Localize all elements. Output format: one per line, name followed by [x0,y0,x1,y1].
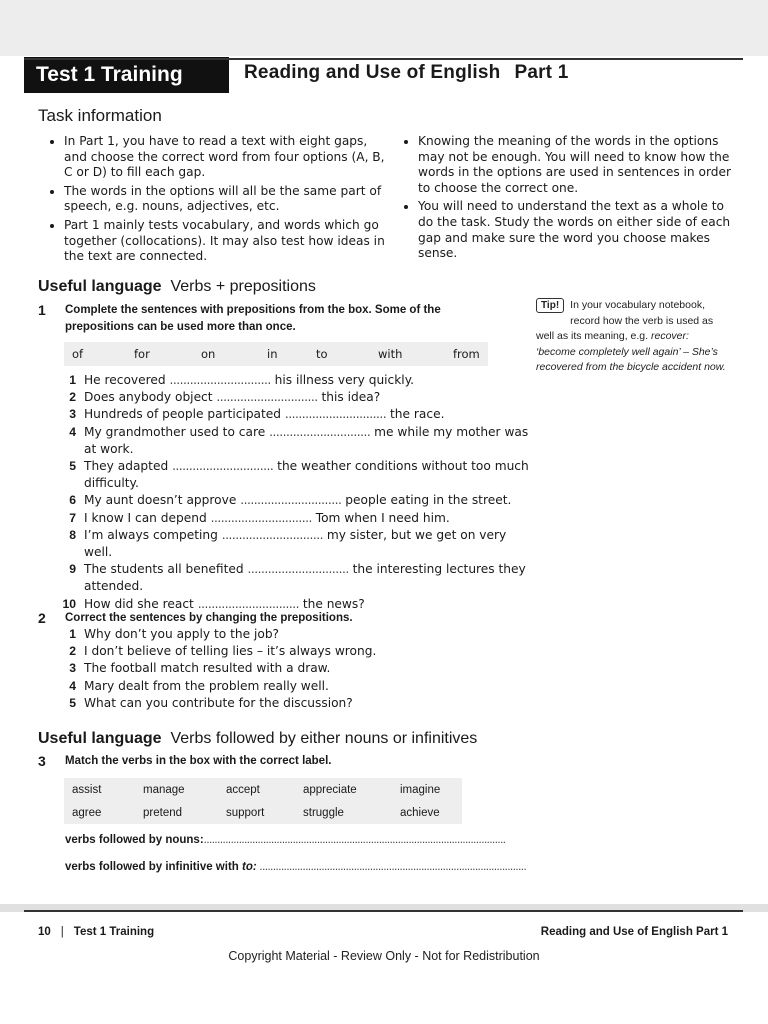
footer-section: Test 1 Training [73,926,155,938]
box-word: to [316,347,328,361]
tip-example: recover: ‘become completely well again’ – She’s recovered from the bicycle accident now. [536,330,726,374]
useful-topic: Verbs + prepositions [170,278,316,295]
answer-gap[interactable]: .............................. [169,373,271,387]
exercise-instruction: Match the verbs in the box with the correct label. [65,755,332,767]
exercise-number: 3 [38,753,46,769]
answer-gap[interactable]: .............................. [221,527,323,542]
list-item: 5 They adapted .............................. the weather conditions without too much difficulty. [69,459,529,491]
task-info-heading: Task information [38,106,162,125]
answer-gap[interactable]: .............................. [284,407,387,422]
footer-rule [24,910,743,912]
footer-left: 10 | Test 1 Training [38,926,155,938]
box-word: from [453,347,480,361]
useful-language-heading [38,278,316,296]
task-bullet: • In Part 1, you have to read a text with eight gaps, and choose the correct word from four options (A, B, C or D) to fill each gap. [64,134,388,181]
answer-gap[interactable]: .............................. [210,510,312,525]
answer-gap[interactable]: .............................. [240,493,342,508]
exercise-number: 1 [38,302,46,318]
useful-language-heading [38,730,477,748]
copyright-notice: Copyright Material - Review Only - Not for Redistribution [228,949,540,963]
tip-badge: Tip! [536,298,564,313]
exercise-number: 2 [38,610,46,626]
list-item: 5 What can you contribute for the discussion? [69,695,353,710]
list-item: 8 I’m always competing .............................. my sister, but we get on very well. [69,527,507,560]
list-item: 1 Why don’t you apply to the job? [69,627,280,641]
test-badge: Test 1 Training [24,57,229,93]
list-item: 2 Does anybody object .............................. this idea? [69,390,381,405]
part-label: Part 1 [514,62,569,83]
list-item: 7 I know I can depend .............................. Tom when I need him. [69,510,450,525]
exercise-instruction: Correct the sentences by changing the prepositions. [65,612,353,624]
answer-line[interactable]: ................................................................................................... [256,861,527,873]
box-word: pretend [143,807,183,819]
section-title: Reading and Use of English [244,62,501,83]
verb-box [64,778,462,824]
box-word: appreciate [303,784,357,796]
task-bullet: • You will need to understand the text as a whole to do the task. Study the words on either side of each gap and make sure the word you choose makes sense. [418,199,732,261]
exercise2-sentences [60,626,530,712]
footer-right: Reading and Use of English Part 1 [540,926,728,938]
list-item: 6 My aunt doesn’t approve .............................. people eating in the street. [69,493,512,508]
page-title [244,62,568,84]
box-word: in [267,347,278,361]
box-word: assist [72,784,102,796]
label-nouns: verbs followed by nouns:................................................................................................................ [65,834,506,846]
list-item: 3 Hundreds of people participated .............................. the race. [69,407,445,422]
task-bullet: • Knowing the meaning of the words in the options may not be enough. You will need to know how the words in the options are used in sentences in order to choose the correct one. [418,134,732,196]
box-word: support [226,807,265,819]
list-item: 10 How did she react .............................. the news? [62,596,365,611]
box-word: for [134,347,150,361]
box-word: imagine [400,784,441,796]
task-bullet: • Part 1 mainly tests vocabulary, and words which go together (collocations). It may also test how ideas in the text are connected. [64,218,388,265]
task-info-right [392,134,732,265]
task-info-left [38,134,388,268]
label-infinitive: verbs followed by infinitive with to: ................................................................................................... [65,861,527,873]
box-word: with [378,347,403,361]
box-word: agree [72,807,102,819]
list-item: 3 The football match resulted with a draw. [69,661,331,676]
box-word: struggle [303,807,344,819]
exercise-instruction: Complete the sentences with prepositions from the box. Some of the prepositions can be used more than once. [65,304,441,333]
useful-topic: Verbs followed by either nouns or infinitives [170,730,478,747]
useful-label: Useful language [38,730,162,747]
answer-gap[interactable]: .............................. [247,562,349,577]
list-item: 4 My grandmother used to care .............................. me while my mother was at work. [69,424,529,456]
answer-gap[interactable]: .............................. [172,459,274,474]
box-word: on [201,347,216,361]
box-word: achieve [400,807,440,819]
list-item: 9 The students all benefited .............................. the interesting lectures they attended. [69,562,526,594]
top-margin [0,0,768,56]
box-word: manage [143,784,185,796]
exercise1-sentences [60,372,530,613]
answer-gap[interactable]: .............................. [216,390,318,405]
header-rule [24,58,743,60]
preposition-box [64,342,488,366]
answer-gap[interactable]: .............................. [197,596,299,611]
list-item: 2 I don’t believe of telling lies – it’s always wrong. [69,644,377,659]
useful-label: Useful language [38,278,162,295]
page-number: 10 [38,926,51,938]
task-bullet: • The words in the options will all be the same part of speech, e.g. nouns, adjectives, etc. [64,184,388,215]
tip-box [536,298,728,376]
list-item: 1 He recovered .............................. his illness very quickly. [69,373,415,387]
answer-line[interactable]: ................................................................................................................ [203,834,506,846]
box-word: of [72,347,84,361]
tip-text: In your vocabulary notebook, record how the verb is used as well as its meaning, e.g. [536,299,714,343]
box-word: accept [226,784,260,796]
list-item: 4 Mary dealt from the problem really well. [69,678,329,693]
answer-gap[interactable]: .............................. [269,424,371,439]
